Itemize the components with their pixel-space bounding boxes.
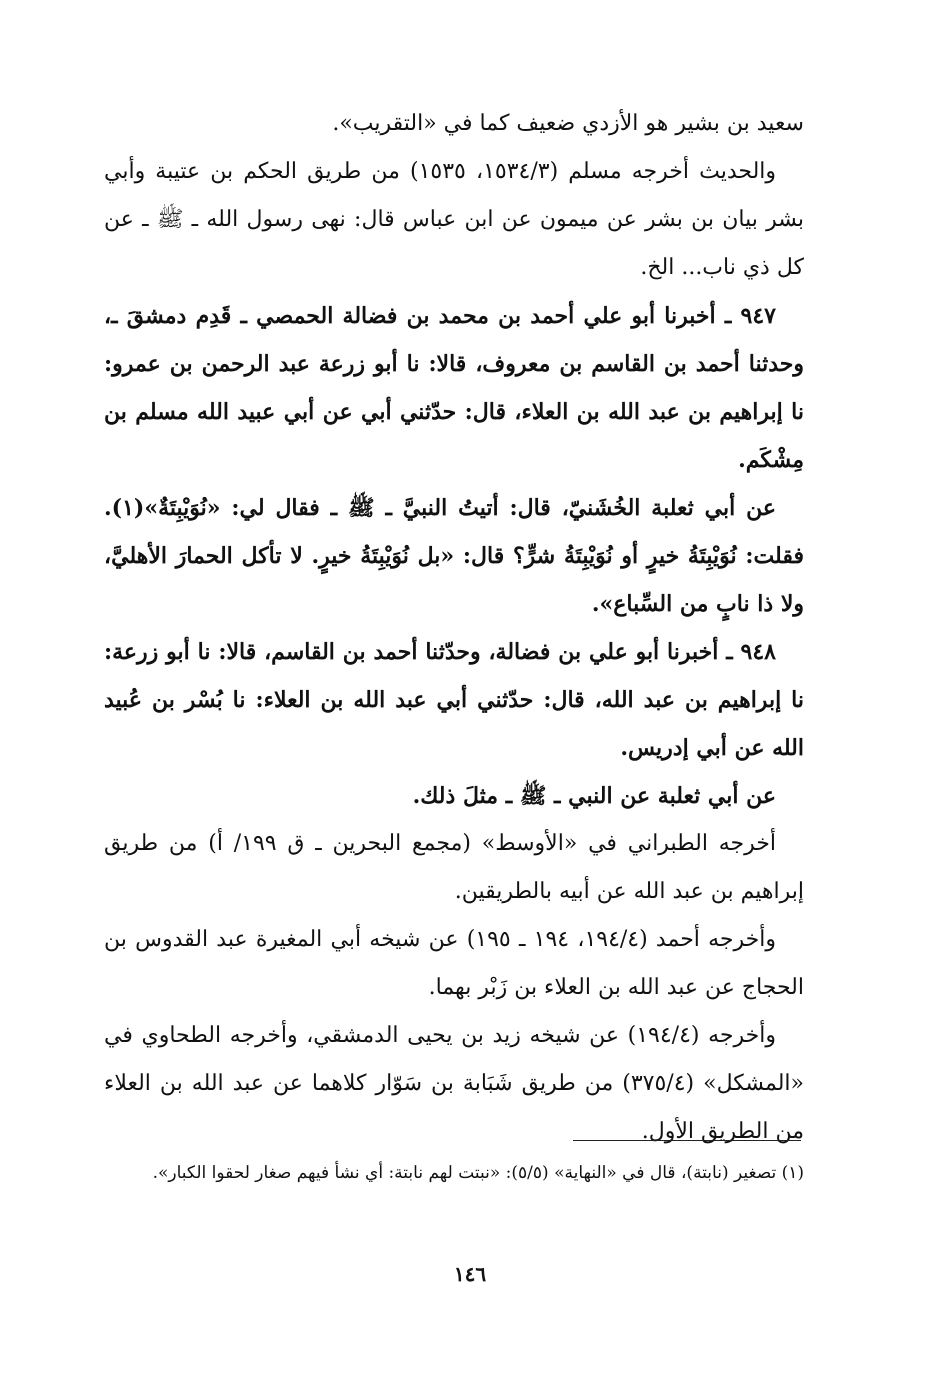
paragraph-1: سعيد بن بشير هو الأزدي ضعيف كما في «التقريب». (332, 111, 804, 136)
paragraph-2: والحديث أخرجه مسلم (١٥٣٤/٣، ١٥٣٥) من طريق الحكم بن عتيبة وأبي بشر بيان بن بشر عن ميمون عن ابن عباس قال: نهى رسول الله ـ ﷺ ـ عن كل ذي ناب... الخ. (104, 159, 804, 280)
takhrij-paragraph-2: وأخرجه أحمد (١٩٤/٤، ١٩٤ ـ ١٩٥) عن شيخه أبي المغيرة عبد القدوس بن الحجاج عن عبد الله بن العلاء بن زَبْر بهما. (104, 927, 804, 1000)
hadith-947-isnad: ٩٤٧ ـ أخبرنا أبو علي أحمد بن محمد بن فضالة الحمصي ـ قَدِم دمشقَ ـ، وحدثنا أحمد بن القاسم بن معروف، قالا: نا أبو زرعة عبد الرحمن بن عمرو: نا إبراهيم بن عبد الله بن العلاء، قال: حدّثني أبي عن أبي عبيد الله مسلم بن مِشْكَم. (104, 303, 804, 473)
hadith-947-matn: عن أبي ثعلبة الخُشَنيّ، قال: أتيتُ النبيَّ ـ ﷺ ـ فقال لي: «نُوَيْبِتَةٌ»(١). فقلت: نُوَيْبِتَةُ خيرٍ أو نُوَيْبِتَةُ شرٍّ؟ قال: «بل نُوَيْبِتَةُ خيرٍ. لا تأكل الحمارَ الأهليَّ، ولا ذا نابٍ من السِّباع». (104, 495, 804, 617)
footnote-divider (573, 1140, 801, 1141)
hadith-948-matn: عن أبي ثعلبة عن النبي ـ ﷺ ـ مثلَ ذلك. (412, 783, 776, 809)
footnote: (١) تصغير (نابتة)، قال في «النهاية» (٥/٥): «نبتت لهم نابتة: أي نشأ فيهم صغار لحقوا الكبار». (152, 1163, 804, 1183)
main-text (104, 100, 804, 1156)
takhrij-paragraph-1: أخرجه الطبراني في «الأوسط» (مجمع البحرين ـ ق ١٩٩/ أ) من طريق إبراهيم بن عبد الله عن أبيه بالطريقين. (104, 831, 804, 904)
page-number: ١٤٦ (453, 1262, 487, 1286)
takhrij-paragraph-3: وأخرجه (١٩٤/٤) عن شيخه زيد بن يحيى الدمشقي، وأخرجه الطحاوي في «المشكل» (٣٧٥/٤) من طريق شَبَابة بن سَوّار كلاهما عن عبد الله بن العلاء من الطريق الأول. (104, 1023, 805, 1144)
hadith-948-isnad: ٩٤٨ ـ أخبرنا أبو علي بن فضالة، وحدّثنا أحمد بن القاسم، قالا: نا أبو زرعة: نا إبراهيم بن عبد الله، قال: حدّثني أبي عبد الله بن العلاء: نا بُسْر بن عُبيد الله عن أبي إدريس. (104, 639, 804, 761)
